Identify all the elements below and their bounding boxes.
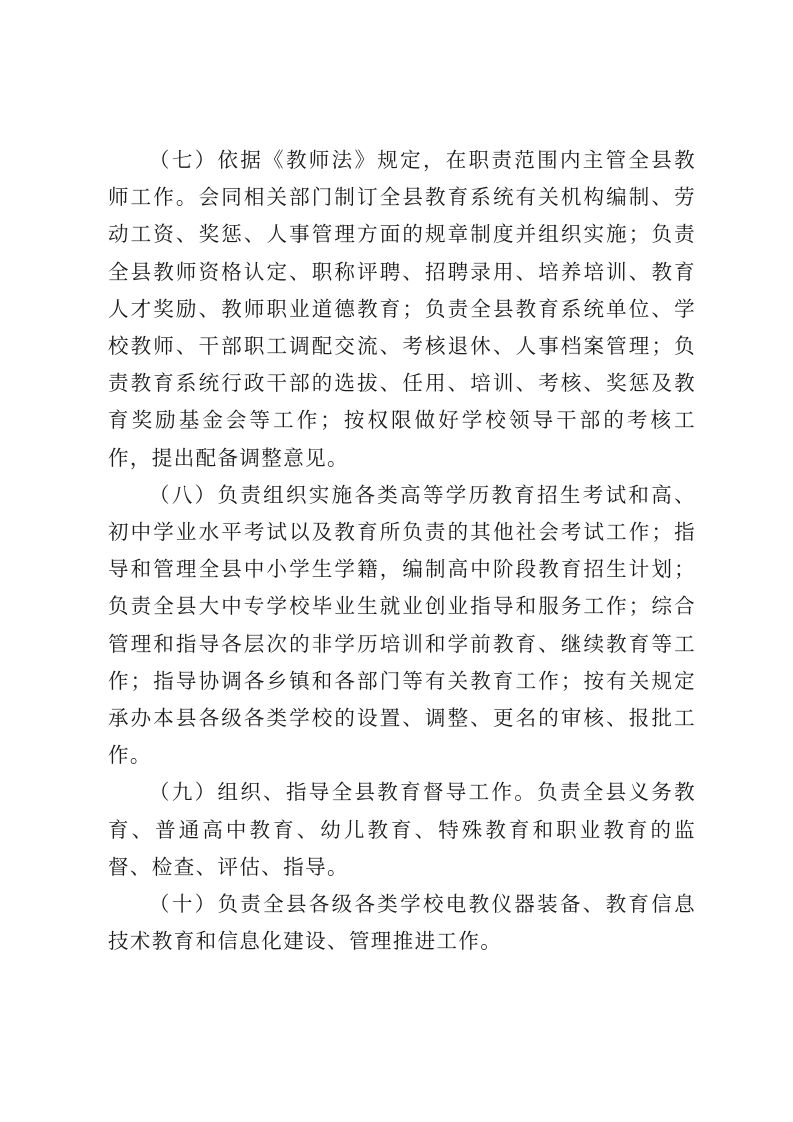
paragraph-eight: （八）负责组织实施各类高等学历教育招生考试和高、初中学业水平考试以及教育所负责的其他社会考试工作；指导和管理全县中小学生学籍，编制高中阶段教育招生计划；负责全县大中专学校毕业生就业创业指导和服务工作；综合管理和指导各层次的非学历培训和学前教育、继续教育等工作；指导协调各乡镇和各部门等有关教育工作；按有关规定承办本县各级各类学校的设置、调整、更名的审核、报批工作。 [108, 482, 696, 768]
paragraph-seven: （七）依据《教师法》规定，在职责范围内主管全县教师工作。会同相关部门制订全县教育系统有关机构编制、劳动工资、奖惩、人事管理方面的规章制度并组织实施；负责全县教师资格认定、职称评聘、招聘录用、培养培训、教育人才奖励、教师职业道德教育；负责全县教育系统单位、学校教师、干部职工调配交流、考核退休、人事档案管理；负责教育系统行政干部的选拔、任用、培训、考核、奖惩及教育奖励基金会等工作；按权限做好学校领导干部的考核工作，提出配备调整意见。 [108, 148, 696, 470]
paragraph-ten: （十）负责全县各级各类学校电教仪器装备、教育信息技术教育和信息化建设、管理推进工作。 [108, 892, 696, 954]
document-body [108, 142, 696, 960]
paragraph-nine: （九）组织、指导全县教育督导工作。负责全县义务教育、普通高中教育、幼儿教育、特殊教育和职业教育的监督、检查、评估、指导。 [108, 780, 696, 879]
